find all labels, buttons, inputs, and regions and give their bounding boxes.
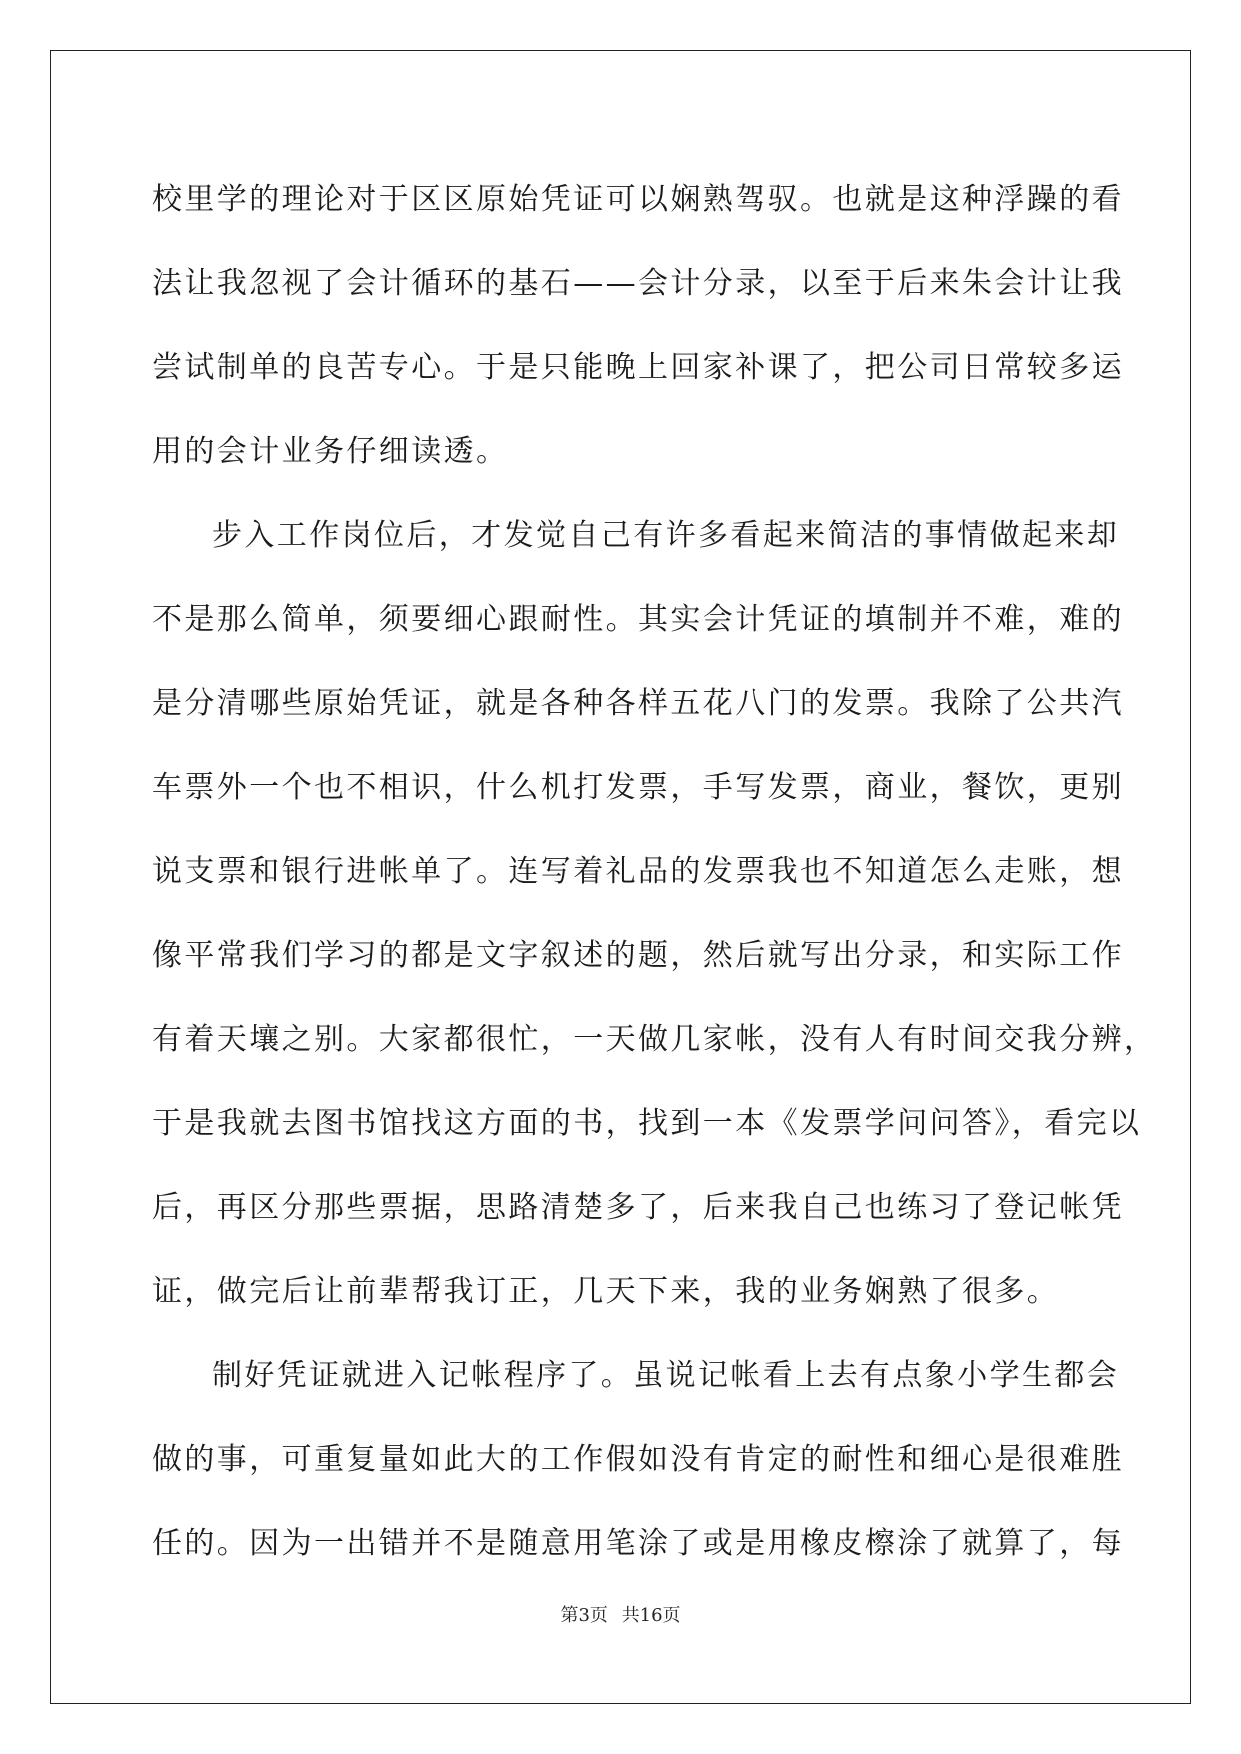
text-line-14: 证，做完后让前辈帮我订正，几天下来，我的业务娴熟了很多。: [152, 1274, 1060, 1309]
page-footer: [0, 1604, 1241, 1628]
text-line-16: 做的事，可重复量如此大的工作假如没有肯定的耐性和细心是很难胜: [152, 1442, 1124, 1477]
text-line-7: 是分清哪些原始凭证，就是各种各样五花八门的发票。我除了公共汽: [152, 686, 1124, 721]
text-line-3: 尝试制单的良苦专心。于是只能晚上回家补课了，把公司日常较多运: [152, 350, 1124, 385]
page-total: 共16页: [621, 1605, 681, 1626]
text-line-12: 于是我就去图书馆找这方面的书，找到一本《发票学问问答》，看完以: [152, 1106, 1142, 1141]
text-line-11: 有着天壤之别。大家都很忙，一天做几家帐，没有人有时间交我分辨，: [152, 1022, 1157, 1057]
text-line-2: 法让我忽视了会计循环的基石——会计分录，以至于后来朱会计让我: [152, 266, 1124, 301]
text-line-6: 不是那么简单，须要细心跟耐性。其实会计凭证的填制并不难，难的: [152, 602, 1124, 637]
text-line-4: 用的会计业务仔细读透。: [152, 434, 509, 469]
text-line-5: 步入工作岗位后，才发觉自己有许多看起来简洁的事情做起来却: [212, 518, 1120, 553]
text-line-17: 任的。因为一出错并不是随意用笔涂了或是用橡皮檫涂了就算了，每: [152, 1526, 1124, 1561]
text-line-13: 后，再区分那些票据，思路清楚多了，后来我自己也练习了登记帐凭: [152, 1190, 1124, 1225]
page-number: 第3页: [560, 1605, 608, 1626]
text-line-1: 校里学的理论对于区区原始凭证可以娴熟驾驭。也就是这种浮躁的看: [152, 182, 1124, 217]
text-line-10: 像平常我们学习的都是文字叙述的题，然后就写出分录，和实际工作: [152, 938, 1124, 973]
text-line-15: 制好凭证就进入记帐程序了。虽说记帐看上去有点象小学生都会: [212, 1358, 1120, 1393]
document-body: [152, 158, 1157, 1586]
text-line-9: 说支票和银行进帐单了。连写着礼品的发票我也不知道怎么走账，想: [152, 854, 1124, 889]
text-line-8: 车票外一个也不相识，什么机打发票，手写发票，商业，餐饮，更别: [152, 770, 1124, 805]
